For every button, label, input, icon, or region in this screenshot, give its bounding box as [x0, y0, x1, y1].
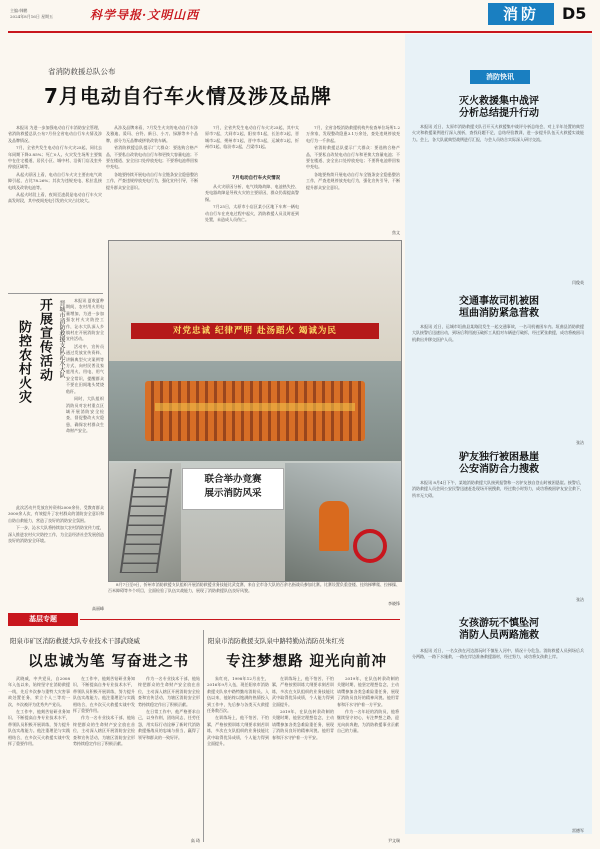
- lead-body-col1: 本报讯 为进一步加强电动自行车消防安全管理，省消防救援总队公布7月份全省电动自行车火情及涉及品牌情况。 7月，全省共发生电动自行车火灾25起，同比去年同期下降3.85%；死亡0人。火灾发生场所主要集中在住宅楼道、居民小区、城中村、沿街门店及室外停放区域等。 从起火原因上看，电动自行车火灾主要由电气故障引起，占比78.26%；其次为违规充电、私拉乱接电线及改装电池等。 从起火时段上看，夜间至凌晨是电动自行车火灾高发时段，其中夜间充电引发的火灾占比较大。: [8, 125, 102, 204]
- bottom-right-col3: 2019年，在队伍转隶改制的关键时期，他坚定理想信念，主动请缨参加各类急难险重任务，展现了消防员良好的精神风貌。他用青春和汗水守护着一方平安。 作为一名年轻的消防员，他将继续坚守初心，专注梦想之路，迎光向前奔跑，为消防救援事业贡献自己的力量。: [337, 676, 399, 734]
- bottom-right-title: 专注梦想路 迎光向前冲: [226, 654, 388, 670]
- lead-body-col3: 7月，全省共发生电动自行车火灾25起，其中太原市7起，大同市2起，阳泉市1起，长治市3起，晋城市2起，朔州市1起，晋中市3起，运城市2起，忻州市1起，临汾市2起，吕梁市1起。: [205, 125, 299, 150]
- sidebar-item-body-3: 本报讯 8月4日下午，某地消防救援大队接到报警称一名驴友独自登山时被困悬崖。接警后，消防救援人员会同公安民警迅速赶赴现场开展搜救，经过数小时努力，成功将被困驴友安全救下，所幸无大碍。: [412, 480, 584, 498]
- sidebar-item-title-4: 女孩游玩不慎坠河 消防人员两路施救: [459, 618, 539, 641]
- lead-body-col4: 7月，全省各级消防救援机构共检查单位场所1.2万余家，发现整改隐患3.1万余处，查处违规停放充电行为一千余起。 省消防救援总队提示广大群众：要选购合格产品，不要私自改装电动自行车和更换大容量电池；不要在楼道、安全出口处停放充电；不要将电池带回家中充电。 各地要持续开展电动自行车全链条安全隐患整治工作，严查违规停放充电行为，强化宣传引导，不断提升群众安全意识。: [306, 125, 400, 190]
- photo-caption-box: [182, 468, 284, 510]
- sidebar-item-title-3: 驴友独行被困悬崖 公安消防合力搜救: [459, 452, 539, 475]
- competition-photo: [108, 240, 402, 582]
- banner-sign: [131, 323, 379, 339]
- sidebar-brand: [470, 70, 530, 84]
- photo-caption-text: 8月7日至9日，忻州市消防救援支队组织开展消防救援业务技能比武竞赛，来自全市各大队的百余名指战员参加比赛。比赛设置负重登楼、挂钩梯攀爬、拉梯操、百米障碍等多个项目，全面检验了队伍实战能力，展现了消防救援队伍良好风貌。: [108, 582, 400, 594]
- feature-body: 本报讯 夏收夏种期间，农村用火用电量增加，为进一步加强农村火灾防控工作，沁水大队深入乡镇村庄开展消防安全宣传活动。 活动中，宣传员通过发放宣传资料、讲解典型火灾案例等方式，向村民普及家庭用火、用电、用气安全常识，提醒群众不要在田间地头焚烧秸秆。 同时，大队组织消防员对农村重点区域开展消防安全检查，督促整改火灾隐患，确保农村群众生命财产安全。: [66, 298, 104, 434]
- sidebar-item-author-1: 闫俊英: [572, 280, 584, 285]
- firefighter-figure: [319, 501, 349, 551]
- sidebar-item-author-2: 张洁: [576, 440, 584, 445]
- lead-divider: [8, 293, 103, 294]
- bottom-divider: [203, 630, 204, 842]
- hose-reel-icon: [353, 529, 387, 563]
- sidebar-item-body-4: 本报讯 近日，一名女孩在河边游玩时不慎坠入河中，情况十分危急。消防救援人员到场后兵分两路，一路下水施救，一路在岸边准备救援器材，经过努力，成功将女孩救上岸。: [412, 648, 584, 660]
- feature-author: 高丽峰: [92, 606, 104, 611]
- firefighter-formation: [145, 381, 365, 441]
- masthead-slogan: 科学导报·文明山西: [90, 8, 200, 22]
- feature-title-a: 开展宣传活动: [37, 298, 52, 382]
- photo-caption-a: 联合举办竞赛: [204, 474, 262, 485]
- page-number: D5: [562, 4, 587, 23]
- lead-headline: 7月电动自行车火情及涉及品牌: [44, 84, 332, 108]
- firefighter-row-2: [155, 403, 355, 411]
- photo-caption-b: 展示消防风采: [204, 488, 262, 499]
- masthead-info: [10, 8, 80, 20]
- lead-body-col2: 从涉及品牌来看，7月发生火灾的电动自行车涉及雅迪、爱玛、台铃、新日、小刀、绿源等多个品牌，部分为无品牌或拼装改装车辆。 省消防救援总队提示广大群众：要选购合格产品，不要私自改装电动自行车和更换大容量电池；不要在楼道、安全出口处停放充电；不要将电池带回家中充电。 各地要持续开展电动自行车全链条安全隐患整治工作，严查违规停放充电行为，强化宣传引导，不断提升群众安全意识。: [106, 125, 198, 190]
- lead-subhead: 7月电动自行车火灾情况: [232, 176, 281, 181]
- banner-text: 对党忠诚 纪律严明 赴汤蹈火 竭诚为民: [173, 326, 337, 336]
- section-title: 消防: [502, 5, 539, 23]
- building-shape: [109, 241, 401, 361]
- bottom-left-author: 高 琦: [190, 838, 200, 843]
- masthead-rule: [8, 31, 592, 33]
- bottom-left-kicker: 阳泉市矿区消防救援大队专业技术干部武晓威: [10, 637, 140, 645]
- sidebar-item-author-3: 张洁: [576, 597, 584, 602]
- feature-title-b: 防控农村火灾: [16, 320, 31, 404]
- bottom-left-title: 以忠诚为笔 写奋进之书: [28, 654, 190, 670]
- lead-kicker: 省消防救援总队公布: [48, 67, 116, 76]
- sidebar-item-title-1: 灭火救援集中战评 分析总结提升行动: [459, 96, 539, 119]
- bottom-section-label: 基层专题: [8, 613, 78, 626]
- feature-kicker: 晋城市消防救援支队沁水大队: [58, 300, 65, 378]
- bottom-right-author: 尹文瑞: [388, 838, 400, 843]
- section-badge: [488, 3, 554, 25]
- photo-caption-author: 李晓锋: [388, 601, 400, 606]
- lead-author: 焦文: [392, 230, 400, 235]
- sidebar-item-body-1: 本报讯 近日，太原市消防救援支队召开灭火救援集中战评分析总结会，对上半年处置的典型火灾和救援案例进行深入剖析，查找问题不足，总结经验教训，进一步提升队伍灭火救援实战能力。会上，各大队就典型战例进行汇报，与会人员结合实际深入研讨交流。: [412, 124, 584, 142]
- bottom-right-kicker: 阳泉市消防救援支队泉中路特勤站消防员朱红亮: [208, 637, 345, 645]
- bottom-right-col1: 朱红亮，1998年12月出生，2016年9月入伍，现任阳泉市消防救援支队泉中路特勤站消防员。入伍以来，他始终以饱满的热情投入到工作中，先后参与各类灭火救援任务数百次。 在训练场上，他不怕苦、不怕累，严格按照训练大纲要求刻苦训练，多次在支队组织的业务技能比武中取得优异成绩，个人能力得到全面提升。: [207, 676, 269, 747]
- feature-body-bottom: 此次活动共发放宣传资料2000余份，受教育群众3000余人次，有效提升了农村群众的消防安全意识和自防自救能力，营造了良好的消防安全氛围。 下一步，沁水大队将持续加大农村消防宣传力度，深入推进农村火灾防控工作，为全县经济社会发展创造良好的消防安全环境。: [8, 505, 104, 544]
- bottom-left-col3: 作为一名专业技术干部，他始终把群众的生命财产安全放在首位，主动深入辖区开展消防安全检查和宣传活动，为辖区消防安全形势持续稳定作出了积极贡献。 在日常工作中，他严格要求自己，以身作则，团结同志，任劳任怨，用实际行动诠释了新时代消防救援指战员的忠诚与担当，赢得了领导和群众的一致好评。: [138, 676, 200, 740]
- sidebar-item-body-2: 本报讯 近日，运城市垣曲县某路段发生一起交通事故，一名司机被困车内。垣曲县消防救援大队接警后迅速出动，到场后利用液压破拆工具组对车辆进行破拆，经过紧张救援，成功将被困司机救出并移交医护人员。: [412, 324, 584, 342]
- bottom-right-col2: 在训练场上，他不怕苦、不怕累，严格按照训练大纲要求刻苦训练，多次在支队组织的业务技能比武中取得优异成绩，个人能力得到全面提升。 2019年，在队伍转隶改制的关键时期，他坚定理想信念，主动请缨参加各类急难险重任务，展现了消防员良好的精神风貌。他用青春和汗水守护着一方平安。: [272, 676, 334, 740]
- lead-body-col3b: 从火灾原因分析，电气线路故障、电池热失控、充电器故障是导致火灾的主要原因，群众仍需提高警惕。 7月25日，太原市小店区某小区地下车库一辆电动自行车在充电过程中起火，消防救援人员及时赶到处置，未造成人员伤亡。: [205, 184, 299, 223]
- sidebar-item-title-2: 交通事故司机被困 垣曲消防紧急营救: [459, 296, 539, 319]
- editor-label: 主编:韩鹏: [10, 8, 28, 13]
- bottom-left-col1: 武晓威，中共党员，自2008年入伍以来，始终坚守在消防救援一线，先后多次参与重特大灾害事故处置任务，荣立个人三等功一次，多次被评为优秀共产党员。 在工作中，他刻苦钻研业务知识，不断提高自身专业技术水平，带领队员积极开展训练，努力提升队伍实战能力。他注重理论与实践相结合，在多次灭火救援实战中发挥了重要作用。: [8, 676, 70, 747]
- sidebar-item-author-4: 雷德军: [572, 828, 584, 833]
- bottom-rule: [80, 619, 400, 620]
- date-label: 2024年8月16日 星期五: [10, 14, 54, 19]
- bottom-left-col2: 在工作中，他刻苦钻研业务知识，不断提高自身专业技术水平，带领队员积极开展训练，努力提升队伍实战能力。他注重理论与实践相结合，在多次灭火救援实战中发挥了重要作用。 作为一名专业技术干部，他始终把群众的生命财产安全放在首位，主动深入辖区开展消防安全检查和宣传活动，为辖区消防安全形势持续稳定作出了积极贡献。: [73, 676, 135, 747]
- sidebar-brand-label: 消防快讯: [486, 73, 514, 81]
